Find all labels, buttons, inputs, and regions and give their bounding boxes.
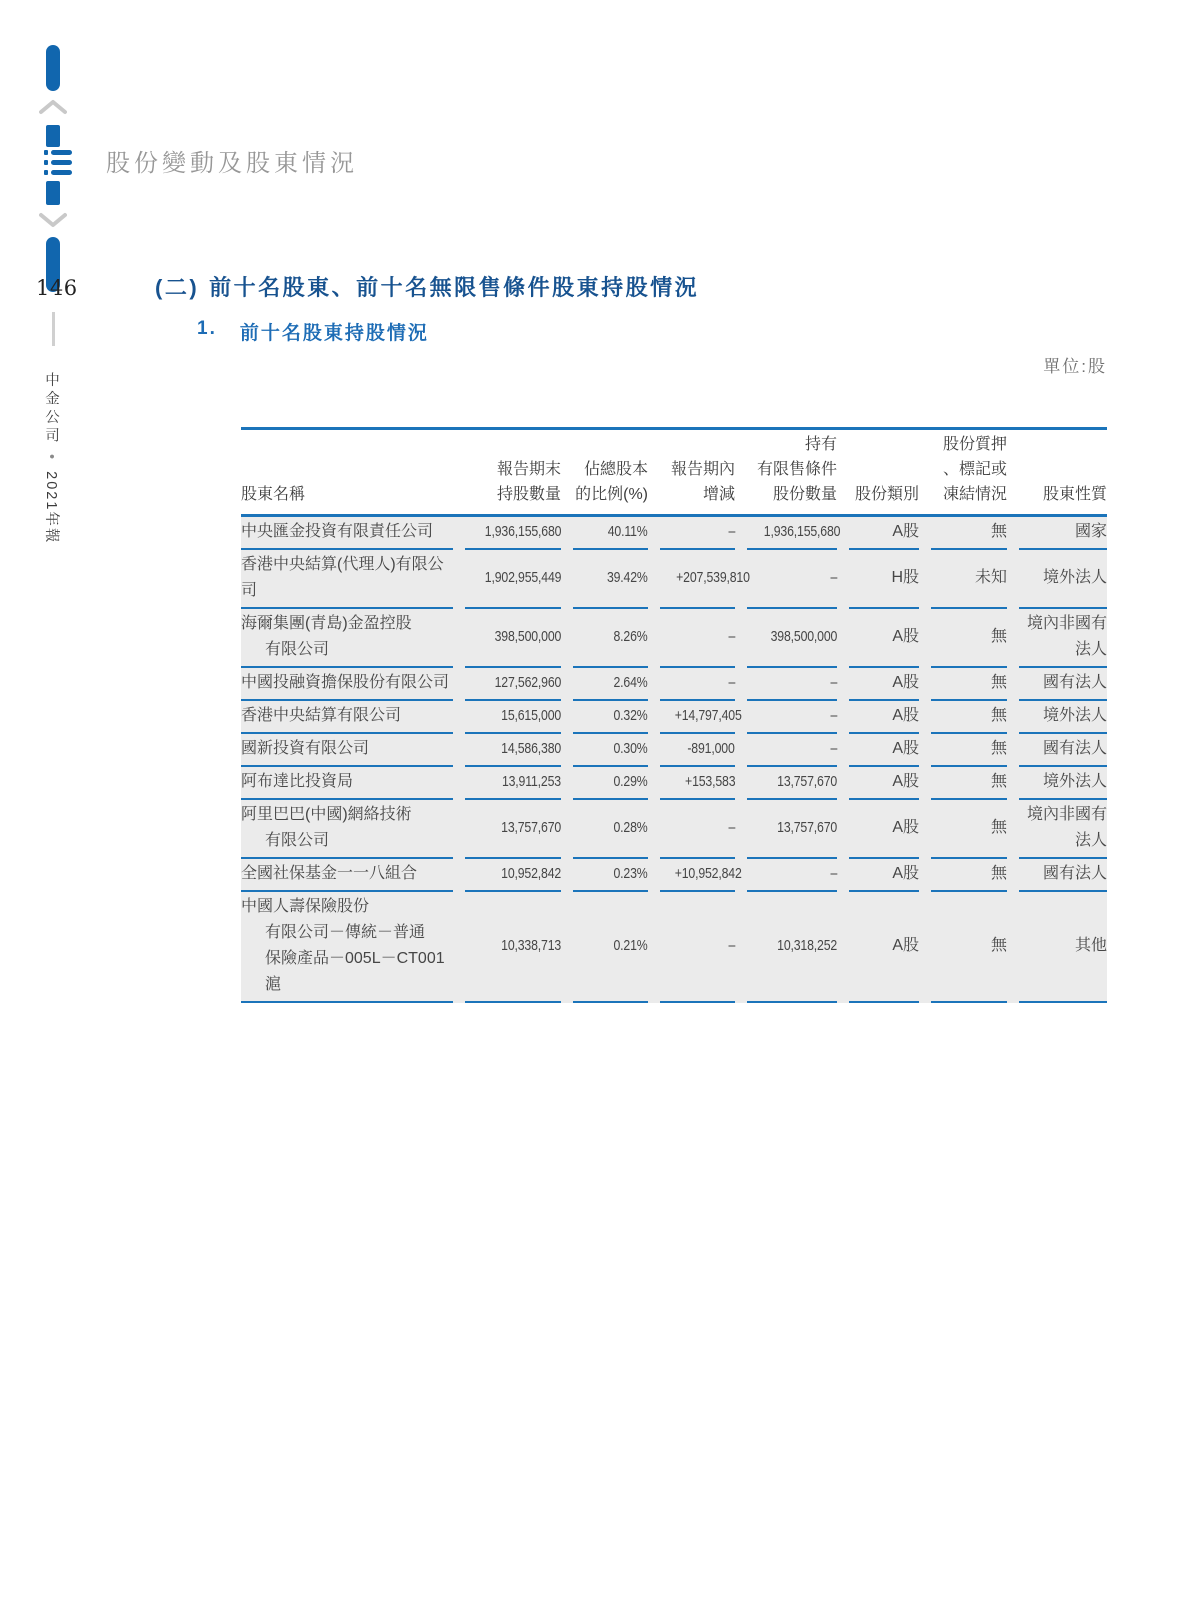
table-cell: – [660, 668, 735, 701]
table-cell: +14,797,405 [660, 701, 735, 734]
table-cell: 無 [931, 800, 1007, 859]
table-row-9 [241, 892, 1107, 1003]
table-cell: 無 [931, 859, 1007, 892]
table-cell: – [660, 892, 735, 1003]
table-row-6 [241, 767, 1107, 800]
table-cell: A股 [849, 767, 919, 800]
rail-marker-bottom [46, 181, 60, 205]
table-cell: 13,757,670 [465, 800, 561, 859]
table-cell: – [660, 609, 735, 668]
table-cell: A股 [849, 859, 919, 892]
table-row-0 [241, 517, 1107, 550]
subsection-number: 1. [197, 318, 217, 339]
table-cell: 無 [931, 609, 1007, 668]
table-cell: 海爾集團(青島)金盈控股 有限公司 [241, 609, 453, 668]
section-title-text: 前十名股東、前十名無限售條件股東持股情況 [209, 275, 700, 300]
table-cell: 境內非國有 法人 [1019, 609, 1107, 668]
table-cell: – [747, 550, 837, 609]
table-cell: 無 [931, 517, 1007, 550]
toc-list-icon[interactable] [44, 150, 72, 175]
table-cell: 0.30% [573, 734, 648, 767]
table-cell: 國有法人 [1019, 859, 1107, 892]
table-cell: 無 [931, 734, 1007, 767]
table-cell: 無 [931, 701, 1007, 734]
table-cell: 10,318,252 [747, 892, 837, 1003]
top-shareholders-table [241, 427, 1107, 1003]
table-cell: H股 [849, 550, 919, 609]
table-row-5 [241, 734, 1107, 767]
column-header-2: 佔總股本 的比例(%) [575, 461, 648, 503]
section-title-prefix: (二) [155, 275, 200, 300]
table-cell: 0.21% [573, 892, 648, 1003]
table-cell: 中國人壽保險股份 有限公司－傳統－普通 保險產品－005L－CT001滬 [241, 892, 453, 1003]
table-cell: 阿布達比投資局 [241, 767, 453, 800]
chevron-up-icon[interactable] [39, 99, 67, 115]
table-cell: +10,952,842 [660, 859, 735, 892]
table-cell: 境外法人 [1019, 701, 1107, 734]
table-cell: 0.28% [573, 800, 648, 859]
unit-label: 單位:股 [1043, 357, 1107, 376]
table-cell: A股 [849, 517, 919, 550]
chapter-title: 股份變動及股東情況 [106, 151, 358, 177]
table-cell: 2.64% [573, 668, 648, 701]
table-cell: 國有法人 [1019, 668, 1107, 701]
table-row-8 [241, 859, 1107, 892]
table-cell: A股 [849, 701, 919, 734]
table-header [241, 427, 1107, 517]
table-cell: +207,539,810 [660, 550, 735, 609]
report-spine-text [41, 372, 67, 592]
table-row-4 [241, 701, 1107, 734]
table-cell: 10,338,713 [465, 892, 561, 1003]
table-cell: 398,500,000 [465, 609, 561, 668]
column-header-6: 股份質押 、標記或 凍結情況 [942, 436, 1007, 503]
table-cell: 未知 [931, 550, 1007, 609]
table-row-3 [241, 668, 1107, 701]
table-cell: – [747, 668, 837, 701]
table-row-1 [241, 550, 1107, 609]
page-number: 146 [36, 276, 78, 300]
column-header-4: 持有 有限售條件 股份數量 [756, 436, 837, 503]
column-header-0: 股東名稱 [241, 486, 306, 503]
table-cell: 13,757,670 [747, 767, 837, 800]
table-row-2 [241, 609, 1107, 668]
spine-separator: • [43, 454, 59, 464]
table-cell: 398,500,000 [747, 609, 837, 668]
table-cell: 香港中央結算(代理人)有限公司 [241, 550, 453, 609]
column-header-5: 股份類別 [854, 486, 919, 503]
table-cell: – [660, 800, 735, 859]
table-cell: 127,562,960 [465, 668, 561, 701]
table-cell: – [747, 859, 837, 892]
table-cell: 0.32% [573, 701, 648, 734]
table-cell: 1,936,155,680 [747, 517, 837, 550]
table-cell: – [660, 517, 735, 550]
chevron-down-icon[interactable] [39, 212, 67, 228]
table-row-7 [241, 800, 1107, 859]
table-cell: 香港中央結算有限公司 [241, 701, 453, 734]
column-header-3: 報告期內 增減 [670, 461, 735, 503]
rail-marker-top [46, 125, 60, 147]
table-cell: 境外法人 [1019, 767, 1107, 800]
table-cell: 無 [931, 892, 1007, 1003]
table-cell: 13,757,670 [747, 800, 837, 859]
table-cell: 其他 [1019, 892, 1107, 1003]
table-body [241, 517, 1107, 1003]
table-cell: +153,583 [660, 767, 735, 800]
table-cell: 1,902,955,449 [465, 550, 561, 609]
table-cell: 無 [931, 767, 1007, 800]
table-cell: A股 [849, 609, 919, 668]
subsection-title-text: 前十名股東持股情況 [239, 323, 429, 344]
table-cell: 國新投資有限公司 [241, 734, 453, 767]
table-cell: 中央匯金投資有限責任公司 [241, 517, 453, 550]
table-cell: -891,000 [660, 734, 735, 767]
spine-year: 2021年報 [43, 471, 59, 545]
rail-top-bar [46, 45, 60, 91]
table-cell: A股 [849, 734, 919, 767]
table-cell: 15,615,000 [465, 701, 561, 734]
table-cell: A股 [849, 668, 919, 701]
table-cell: A股 [849, 892, 919, 1003]
table-cell: 境外法人 [1019, 550, 1107, 609]
table-cell: 39.42% [573, 550, 648, 609]
table-cell: 全國社保基金一一八組合 [241, 859, 453, 892]
table-cell: 無 [931, 668, 1007, 701]
table-cell: 國有法人 [1019, 734, 1107, 767]
table-cell: 13,911,253 [465, 767, 561, 800]
section-title [155, 271, 699, 302]
column-header-7: 股東性質 [1042, 486, 1107, 503]
left-rail [0, 0, 90, 1615]
table-cell: 0.23% [573, 859, 648, 892]
spine-company: 中金公司 [43, 372, 59, 446]
table-cell: 阿里巴巴(中國)網絡技術 有限公司 [241, 800, 453, 859]
table-cell: 0.29% [573, 767, 648, 800]
table-cell: 14,586,380 [465, 734, 561, 767]
table-cell: – [747, 701, 837, 734]
table-cell: – [747, 734, 837, 767]
table-cell: 國家 [1019, 517, 1107, 550]
table-cell: 8.26% [573, 609, 648, 668]
table-cell: 10,952,842 [465, 859, 561, 892]
column-header-1: 報告期末 持股數量 [496, 461, 561, 503]
table-cell: 40.11% [573, 517, 648, 550]
table-cell: 境內非國有 法人 [1019, 800, 1107, 859]
table-cell: A股 [849, 800, 919, 859]
page-number-rule [52, 312, 55, 346]
table-cell: 1,936,155,680 [465, 517, 561, 550]
table-cell: 中國投融資擔保股份有限公司 [241, 668, 453, 701]
subsection-title [197, 318, 429, 345]
